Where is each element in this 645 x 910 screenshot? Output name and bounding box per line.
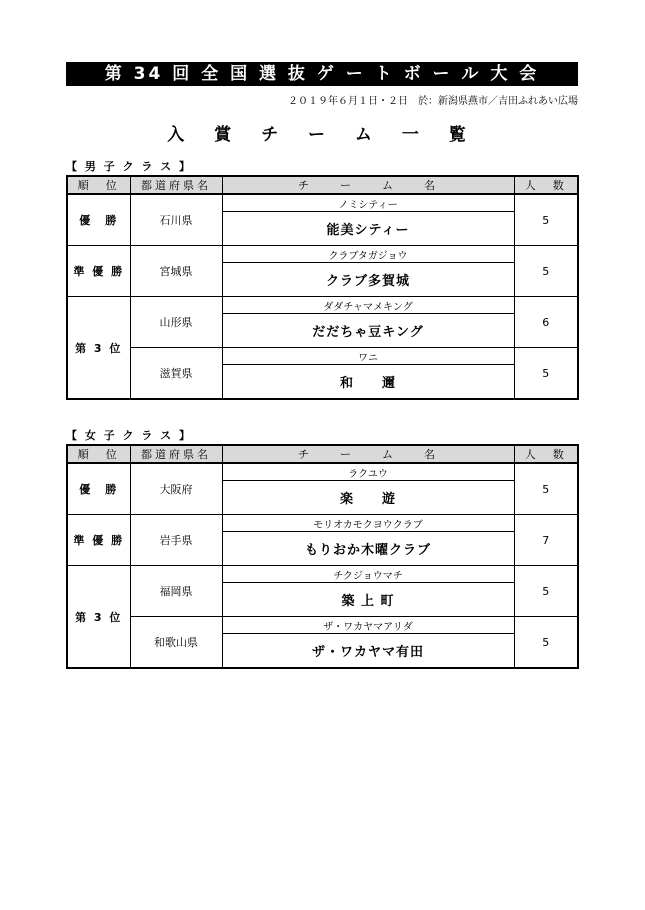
men-class-label: 【 男 子 ク ラ ス 】 [66,160,192,173]
rank-cell: 第 3 位 [67,297,130,400]
count-cell: 5 [514,617,578,669]
count-header: 人 数 [514,445,578,463]
team-kana-cell: ワニ [222,348,514,365]
men-awards-table [66,175,579,400]
table-row [67,566,578,583]
table-row [67,348,578,365]
rank-cell: 第 3 位 [67,566,130,669]
prefecture-cell: 石川県 [130,194,222,246]
team-name-cell: だだちゃ豆キング [222,314,514,348]
tournament-title: 第 34 回 全 国 選 抜 ゲ ー ト ボ ー ル 大 会 [66,62,578,86]
count-cell: 5 [514,246,578,297]
women-class-label: 【 女 子 ク ラ ス 】 [66,429,192,442]
table-header-row [67,176,578,194]
team-name-cell: 築 上 町 [222,583,514,617]
prefecture-cell: 岩手県 [130,515,222,566]
prefecture-header: 都道府県名 [130,176,222,194]
prefecture-cell: 和歌山県 [130,617,222,669]
team-name-cell: クラブ多賀城 [222,263,514,297]
women-awards-table [66,444,579,669]
team-header: チ ー ム 名 [222,176,514,194]
table-row [67,463,578,481]
team-kana-cell: モリオカモクヨウクラブ [222,515,514,532]
page-heading: 入 賞 チ ー ム 一 覧 [167,125,478,145]
team-name-cell: 能美シティー [222,212,514,246]
team-name-cell: 和 邇 [222,365,514,400]
count-cell: 5 [514,194,578,246]
rank-cell: 準 優 勝 [67,246,130,297]
prefecture-cell: 滋賀県 [130,348,222,400]
prefecture-cell: 宮城県 [130,246,222,297]
team-kana-cell: ラクユウ [222,463,514,481]
table-header-row [67,445,578,463]
rank-cell: 優 勝 [67,194,130,246]
prefecture-cell: 福岡県 [130,566,222,617]
team-kana-cell: ノミシティー [222,194,514,212]
prefecture-cell: 山形県 [130,297,222,348]
table-row [67,246,578,263]
team-kana-cell: ダダチャマメキング [222,297,514,314]
table-row [67,297,578,314]
count-cell: 7 [514,515,578,566]
rank-cell: 優 勝 [67,463,130,515]
count-cell: 5 [514,566,578,617]
team-name-cell: 楽 遊 [222,481,514,515]
team-header: チ ー ム 名 [222,445,514,463]
count-cell: 5 [514,348,578,400]
table-row [67,515,578,532]
team-kana-cell: クラブタガジョウ [222,246,514,263]
count-header: 人 数 [514,176,578,194]
rank-header: 順 位 [67,176,130,194]
table-row [67,617,578,634]
team-kana-cell: ザ・ワカヤマアリダ [222,617,514,634]
count-cell: 6 [514,297,578,348]
date-venue: ２０１９年６月１日・２日 於：新潟県燕市／吉田ふれあい広場 [288,96,578,107]
rank-header: 順 位 [67,445,130,463]
prefecture-cell: 大阪府 [130,463,222,515]
prefecture-header: 都道府県名 [130,445,222,463]
team-kana-cell: チクジョウマチ [222,566,514,583]
team-name-cell: ザ・ワカヤマ有田 [222,634,514,669]
rank-cell: 準 優 勝 [67,515,130,566]
table-row [67,194,578,212]
team-name-cell: もりおか木曜クラブ [222,532,514,566]
count-cell: 5 [514,463,578,515]
